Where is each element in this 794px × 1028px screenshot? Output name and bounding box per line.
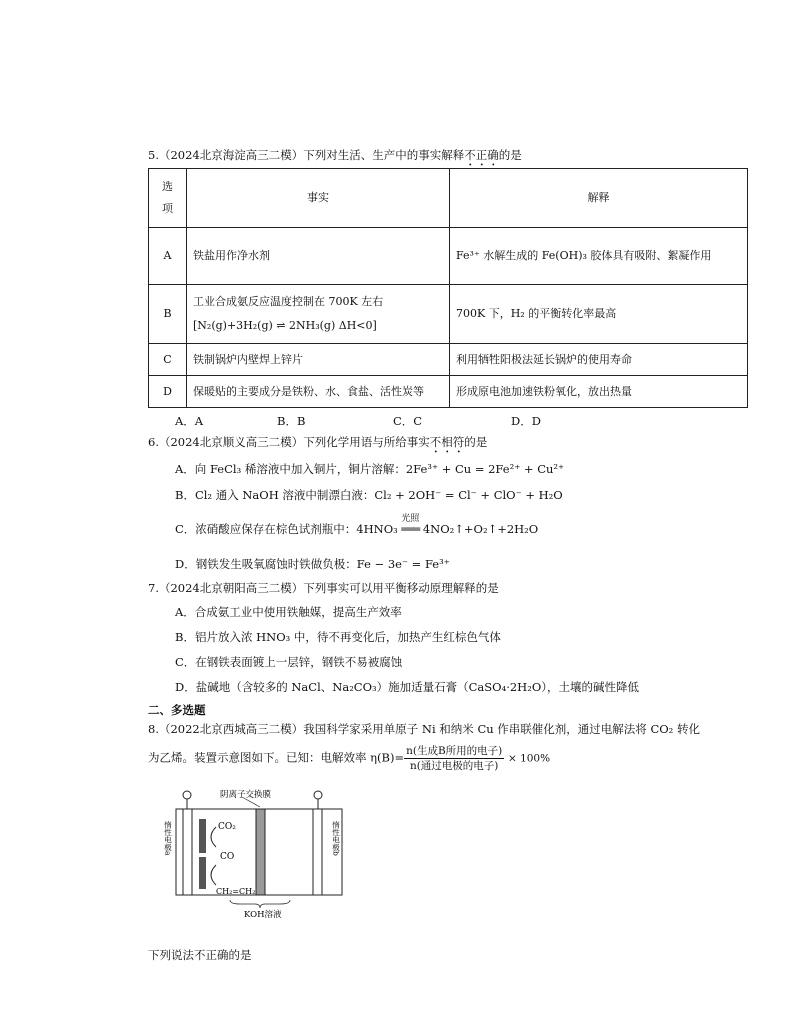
cu-layer [199, 857, 206, 889]
table-header-row [149, 169, 748, 228]
row-fact: 铁盐用作净水剂 [187, 228, 450, 285]
q7-option-c[interactable]: C．在钢铁表面镀上一层锌，钢铁不易被腐蚀 [175, 655, 403, 669]
q8-line2-text: 为乙烯。装置示意图如下。已知：电解效率 η(B)= [148, 750, 405, 765]
q5-stem-end: 的是 [498, 148, 522, 162]
row-fact-line2: [N₂(g)+3H₂(g) ⇌ 2NH₃(g) ΔH<0] [193, 319, 377, 332]
q5-option-a[interactable]: A．A [175, 414, 204, 428]
q6-c-condition: 光照 [401, 514, 420, 524]
header-fact: 事实 [187, 169, 450, 228]
electrolysis-diagram [150, 785, 360, 920]
co2-label: CO₂ [218, 822, 236, 832]
row-option: B [149, 285, 187, 344]
row-option: D [149, 376, 187, 408]
co-to-ethylene-arrow [211, 865, 216, 885]
q6-stem-text: 6.（2024北京顺义高三二模）下列化学用语与所给事实 [148, 435, 430, 449]
row-explain: Fe³⁺ 水解生成的 Fe(OH)₃ 胶体具有吸附、絮凝作用 [450, 228, 748, 285]
electrode-b [313, 809, 322, 895]
q8-tail: × 100% [507, 752, 551, 765]
terminal-a [183, 791, 191, 799]
q6-stem-emphasis: 不相符 [429, 435, 465, 449]
table-row [149, 376, 748, 408]
efficiency-fraction [404, 744, 504, 773]
q5-option-d[interactable]: D．D [511, 414, 541, 428]
membrane [256, 809, 265, 895]
fraction-denominator: n(通过电极的电子) [409, 760, 499, 772]
q8-question: 下列说法不正确的是 [148, 948, 252, 962]
q8-stem: 8.（2022北京西城高三二模）我国科学家采用单原子 Ni 和纳米 Cu 作串联催化剂，通过电解法将 CO₂ 转化 [148, 722, 700, 736]
row-fact: 铁制锅炉内壁焊上锌片 [187, 344, 450, 376]
row-explain: 利用牺牲阳极法延长锅炉的使用寿命 [450, 344, 748, 376]
cu-label: 纳米Cu [183, 859, 193, 885]
koh-label: KOH溶液 [244, 910, 282, 920]
q6-stem [148, 434, 487, 456]
q7-stem: 7.（2024北京朝阳高三二模）下列事实可以用平衡移动原理解释的是 [148, 581, 499, 595]
ni-label: 单原子Ni [183, 817, 193, 849]
electrode-a-label: 惰性电极a [163, 821, 173, 856]
fraction-numerator: n(生成B所用的电子) [406, 745, 503, 757]
q5-stem-text: 5.（2024北京海淀高三二模）下列对生活、生产中的事实解释 [148, 148, 465, 162]
header-explain: 解释 [450, 169, 748, 228]
q7-option-b[interactable]: B．铝片放入浓 HNO₃ 中，待不再变化后，加热产生红棕色气体 [175, 630, 501, 644]
ni-layer [199, 819, 206, 853]
row-fact-line1: 工业合成氨反应温度控制在 700K 左右 [193, 295, 384, 308]
q6-stem-end: 的是 [464, 435, 488, 449]
section-heading: 二、多选题 [148, 703, 206, 717]
q5-option-b[interactable]: B．B [277, 414, 306, 428]
q5-stem [148, 147, 522, 169]
q6-c-post: 4NO₂↑+O₂↑+2H₂O [419, 522, 539, 536]
q6-c-pre: C．浓硝酸应保存在棕色试剂瓶中：4HNO₃ [175, 522, 402, 536]
q6-option-d[interactable]: D．钢铁发生吸氧腐蚀时铁做负极：Fe − 3e⁻ = Fe³⁺ [175, 557, 450, 571]
q7-option-d[interactable]: D．盐碱地（含较多的 NaCl、Na₂CO₃）施加适量石膏（CaSO₄·2H₂O），土壤的碱性降低 [175, 680, 639, 694]
co2-to-co-arrow [211, 827, 216, 847]
q5-stem-emphasis: 不正确 [464, 148, 499, 162]
q6-option-c[interactable] [175, 514, 539, 537]
q6-c-arrow: 光照 ═══ [401, 522, 419, 536]
q5-table [148, 168, 748, 408]
ethylene-label: CH₂=CH₂ [216, 887, 256, 896]
q6-option-a[interactable]: A．向 FeCl₃ 稀溶液中加入铜片，铜片溶解：2Fe³⁺ + Cu = 2Fe²⁺ + Cu²⁺ [175, 462, 565, 476]
row-option: A [149, 228, 187, 285]
row-explain: 700K 下，H₂ 的平衡转化率最高 [450, 285, 748, 344]
table-row [149, 228, 748, 285]
row-fact [187, 285, 450, 344]
header-option: 选项 [149, 169, 187, 228]
row-explain: 形成原电池加速铁粉氧化，放出热量 [450, 376, 748, 408]
membrane-label: 阴离子交换膜 [220, 790, 272, 800]
electrode-b-label: 惰性电极b [331, 821, 341, 856]
q8-stem-line2 [148, 744, 550, 773]
table-row [149, 285, 748, 344]
row-fact: 保暖贴的主要成分是铁粉、水、食盐、活性炭等 [187, 376, 450, 408]
q6-option-b[interactable]: B．Cl₂ 通入 NaOH 溶液中制漂白液：Cl₂ + 2OH⁻ = Cl⁻ + ClO⁻ + H₂O [175, 488, 563, 502]
row-option: C [149, 344, 187, 376]
koh-bracket [230, 900, 290, 908]
q5-option-c[interactable]: C．C [393, 414, 423, 428]
terminal-b [314, 791, 322, 799]
table-row [149, 344, 748, 376]
q7-option-a[interactable]: A．合成氨工业中使用铁触媒，提高生产效率 [175, 605, 402, 619]
co-label: CO [220, 852, 235, 862]
